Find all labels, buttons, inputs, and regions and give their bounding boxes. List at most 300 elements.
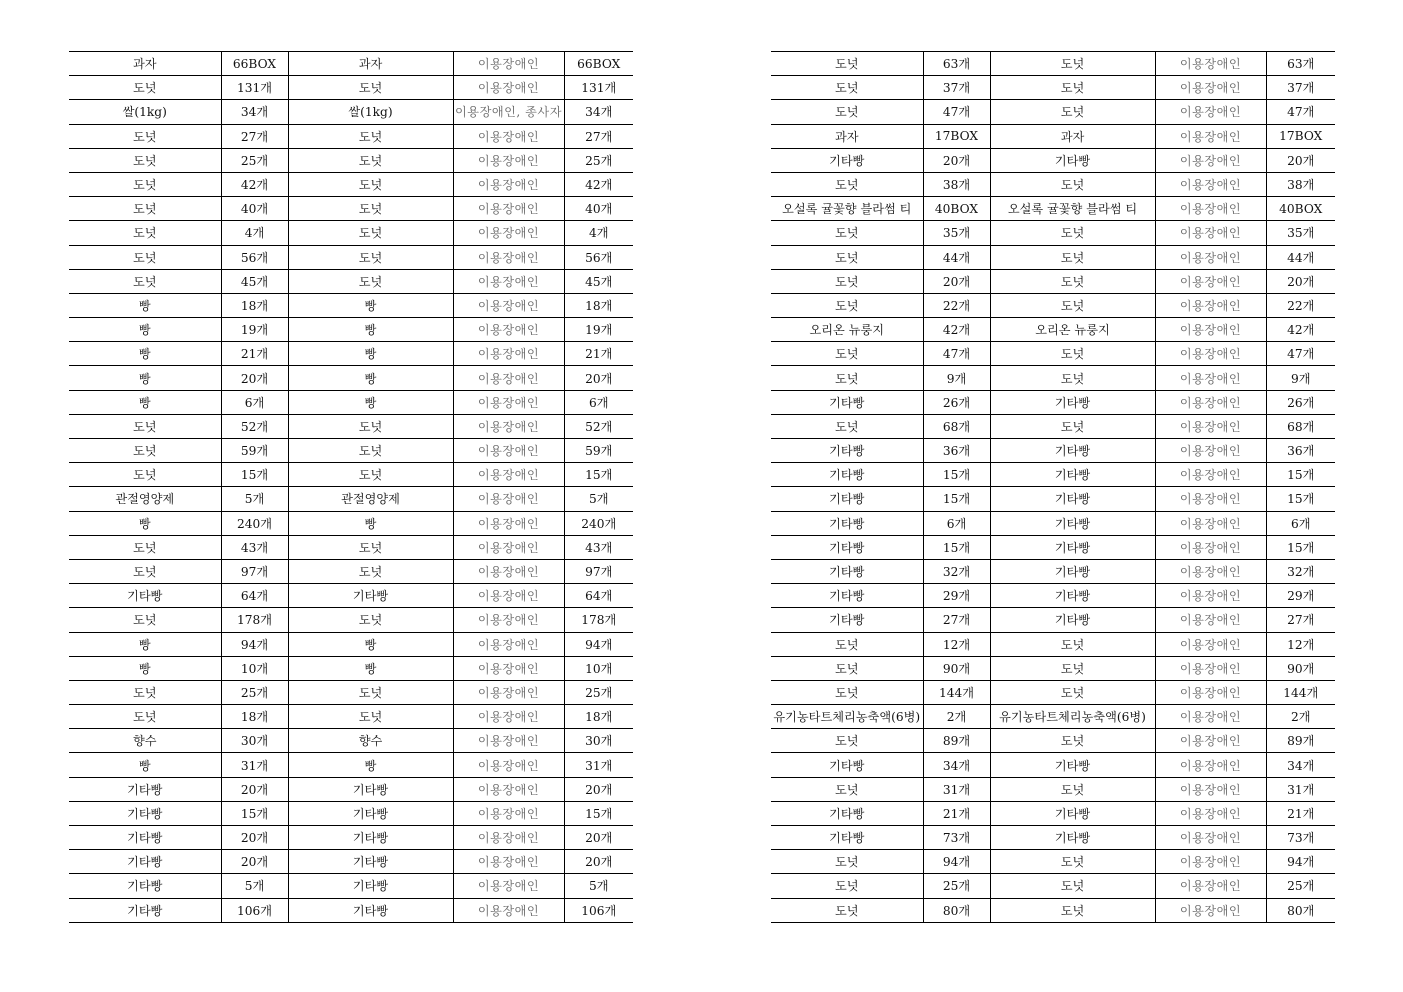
recipient-cell: 이용장애인 (1155, 584, 1266, 608)
table-row (69, 269, 633, 293)
distributed-quantity-cell: 90개 (1266, 656, 1335, 680)
received-quantity-cell: 31개 (221, 753, 288, 777)
recipient-cell: 이용장애인 (1155, 559, 1266, 583)
distributed-item-cell: 기타빵 (990, 559, 1155, 583)
received-quantity-cell: 106개 (221, 898, 288, 922)
table-row (771, 197, 1335, 221)
table-row (69, 680, 633, 704)
received-quantity-cell: 44개 (923, 245, 990, 269)
distributed-item-cell: 오설록 귤꽃향 블라썸 티 (990, 197, 1155, 221)
received-item-cell: 도넛 (69, 269, 221, 293)
received-quantity-cell: 34개 (221, 100, 288, 124)
distributed-quantity-cell: 21개 (564, 342, 633, 366)
distributed-quantity-cell: 29개 (1266, 584, 1335, 608)
recipient-cell: 이용장애인 (453, 826, 564, 850)
distributed-quantity-cell: 37개 (1266, 76, 1335, 100)
received-quantity-cell: 45개 (221, 269, 288, 293)
received-quantity-cell: 15개 (923, 487, 990, 511)
distributed-item-cell: 도넛 (990, 293, 1155, 317)
received-item-cell: 도넛 (771, 414, 923, 438)
recipient-cell: 이용장애인, 종사자 (453, 100, 564, 124)
received-item-cell: 기타빵 (771, 439, 923, 463)
table-row (69, 535, 633, 559)
distributed-quantity-cell: 20개 (564, 826, 633, 850)
received-quantity-cell: 6개 (923, 511, 990, 535)
received-quantity-cell: 25개 (221, 148, 288, 172)
distributed-item-cell: 기타빵 (990, 439, 1155, 463)
table-row (771, 269, 1335, 293)
received-item-cell: 쌀(1kg) (69, 100, 221, 124)
table-row (69, 318, 633, 342)
table-row (771, 463, 1335, 487)
distributed-quantity-cell: 15개 (1266, 487, 1335, 511)
received-item-cell: 기타빵 (771, 608, 923, 632)
received-quantity-cell: 20개 (923, 148, 990, 172)
recipient-cell: 이용장애인 (453, 245, 564, 269)
received-item-cell: 도넛 (69, 76, 221, 100)
received-item-cell: 빵 (69, 656, 221, 680)
recipient-cell: 이용장애인 (453, 439, 564, 463)
distributed-quantity-cell: 15개 (1266, 463, 1335, 487)
recipient-cell: 이용장애인 (453, 390, 564, 414)
distributed-quantity-cell: 10개 (564, 656, 633, 680)
received-item-cell: 도넛 (771, 874, 923, 898)
distributed-item-cell: 과자 (288, 52, 453, 76)
distributed-quantity-cell: 31개 (564, 753, 633, 777)
received-item-cell: 도넛 (69, 608, 221, 632)
distributed-quantity-cell: 21개 (1266, 801, 1335, 825)
received-item-cell: 도넛 (771, 245, 923, 269)
recipient-cell: 이용장애인 (453, 221, 564, 245)
distributed-item-cell: 기타빵 (288, 777, 453, 801)
recipient-cell: 이용장애인 (1155, 753, 1266, 777)
table-row (69, 487, 633, 511)
distributed-item-cell: 도넛 (990, 777, 1155, 801)
distributed-quantity-cell: 59개 (564, 439, 633, 463)
recipient-cell: 이용장애인 (1155, 148, 1266, 172)
received-item-cell: 기타빵 (771, 148, 923, 172)
recipient-cell: 이용장애인 (453, 366, 564, 390)
distributed-item-cell: 도넛 (288, 124, 453, 148)
received-quantity-cell: 40개 (221, 197, 288, 221)
distributed-quantity-cell: 32개 (1266, 559, 1335, 583)
table-row (69, 729, 633, 753)
recipient-cell: 이용장애인 (453, 680, 564, 704)
table-row (771, 124, 1335, 148)
received-quantity-cell: 19개 (221, 318, 288, 342)
received-item-cell: 빵 (69, 366, 221, 390)
received-quantity-cell: 52개 (221, 414, 288, 438)
received-item-cell: 빵 (69, 753, 221, 777)
distributed-item-cell: 도넛 (288, 414, 453, 438)
distributed-quantity-cell: 30개 (564, 729, 633, 753)
recipient-cell: 이용장애인 (453, 874, 564, 898)
received-quantity-cell: 94개 (221, 632, 288, 656)
received-item-cell: 도넛 (771, 729, 923, 753)
recipient-cell: 이용장애인 (1155, 172, 1266, 196)
distributed-item-cell: 도넛 (990, 366, 1155, 390)
distributed-quantity-cell: 5개 (564, 874, 633, 898)
recipient-cell: 이용장애인 (453, 487, 564, 511)
received-item-cell: 도넛 (771, 366, 923, 390)
recipient-cell: 이용장애인 (1155, 801, 1266, 825)
recipient-cell: 이용장애인 (453, 777, 564, 801)
distributed-item-cell: 도넛 (288, 245, 453, 269)
received-item-cell: 기타빵 (69, 826, 221, 850)
recipient-cell: 이용장애인 (1155, 511, 1266, 535)
table-row (69, 124, 633, 148)
distributed-quantity-cell: 47개 (1266, 100, 1335, 124)
recipient-cell: 이용장애인 (1155, 269, 1266, 293)
recipient-cell: 이용장애인 (453, 729, 564, 753)
recipient-cell: 이용장애인 (453, 753, 564, 777)
recipient-cell: 이용장애인 (453, 76, 564, 100)
recipient-cell: 이용장애인 (1155, 656, 1266, 680)
distributed-quantity-cell: 43개 (564, 535, 633, 559)
recipient-cell: 이용장애인 (1155, 826, 1266, 850)
received-item-cell: 기타빵 (771, 390, 923, 414)
distributed-item-cell: 기타빵 (288, 801, 453, 825)
received-item-cell: 도넛 (69, 172, 221, 196)
table-row (771, 559, 1335, 583)
distributed-quantity-cell: 20개 (1266, 148, 1335, 172)
received-item-cell: 도넛 (69, 680, 221, 704)
table-row (771, 439, 1335, 463)
received-quantity-cell: 34개 (923, 753, 990, 777)
distributed-item-cell: 기타빵 (990, 535, 1155, 559)
distributed-item-cell: 도넛 (288, 463, 453, 487)
distributed-quantity-cell: 15개 (564, 463, 633, 487)
table-row (771, 100, 1335, 124)
distributed-item-cell: 도넛 (288, 76, 453, 100)
distributed-quantity-cell: 63개 (1266, 52, 1335, 76)
table-row (771, 656, 1335, 680)
table-row (69, 559, 633, 583)
recipient-cell: 이용장애인 (1155, 342, 1266, 366)
received-quantity-cell: 56개 (221, 245, 288, 269)
table-row (69, 414, 633, 438)
distributed-item-cell: 기타빵 (990, 584, 1155, 608)
donation-table-left-body (69, 52, 633, 923)
recipient-cell: 이용장애인 (453, 293, 564, 317)
received-item-cell: 기타빵 (69, 584, 221, 608)
recipient-cell: 이용장애인 (1155, 76, 1266, 100)
table-row (69, 293, 633, 317)
recipient-cell: 이용장애인 (1155, 439, 1266, 463)
distributed-quantity-cell: 27개 (564, 124, 633, 148)
distributed-item-cell: 도넛 (990, 100, 1155, 124)
table-row (69, 801, 633, 825)
received-quantity-cell: 15개 (221, 463, 288, 487)
recipient-cell: 이용장애인 (453, 172, 564, 196)
distributed-item-cell: 기타빵 (990, 463, 1155, 487)
received-item-cell: 빵 (69, 390, 221, 414)
received-item-cell: 빵 (69, 318, 221, 342)
received-item-cell: 도넛 (69, 705, 221, 729)
table-row (771, 898, 1335, 922)
table-row (771, 221, 1335, 245)
table-row (69, 608, 633, 632)
distributed-item-cell: 기타빵 (990, 390, 1155, 414)
recipient-cell: 이용장애인 (1155, 874, 1266, 898)
distributed-quantity-cell: 4개 (564, 221, 633, 245)
distributed-quantity-cell: 18개 (564, 705, 633, 729)
distributed-quantity-cell: 15개 (1266, 535, 1335, 559)
distributed-item-cell: 빵 (288, 390, 453, 414)
received-item-cell: 도넛 (69, 124, 221, 148)
distributed-quantity-cell: 94개 (1266, 850, 1335, 874)
received-item-cell: 도넛 (771, 221, 923, 245)
distributed-quantity-cell: 15개 (564, 801, 633, 825)
received-quantity-cell: 21개 (221, 342, 288, 366)
table-row (69, 76, 633, 100)
distributed-quantity-cell: 19개 (564, 318, 633, 342)
received-item-cell: 도넛 (69, 148, 221, 172)
distributed-item-cell: 도넛 (288, 535, 453, 559)
distributed-item-cell: 도넛 (288, 439, 453, 463)
received-quantity-cell: 15개 (923, 535, 990, 559)
table-row (771, 753, 1335, 777)
table-row (69, 52, 633, 76)
received-item-cell: 기타빵 (69, 801, 221, 825)
distributed-quantity-cell: 42개 (1266, 318, 1335, 342)
recipient-cell: 이용장애인 (453, 632, 564, 656)
table-row (771, 680, 1335, 704)
received-quantity-cell: 2개 (923, 705, 990, 729)
received-item-cell: 빵 (69, 511, 221, 535)
table-row (69, 705, 633, 729)
distributed-quantity-cell: 44개 (1266, 245, 1335, 269)
received-item-cell: 도넛 (771, 100, 923, 124)
recipient-cell: 이용장애인 (453, 148, 564, 172)
distributed-item-cell: 도넛 (288, 705, 453, 729)
received-quantity-cell: 17BOX (923, 124, 990, 148)
recipient-cell: 이용장애인 (1155, 777, 1266, 801)
table-row (771, 608, 1335, 632)
distributed-quantity-cell: 20개 (564, 777, 633, 801)
received-item-cell: 오설록 귤꽃향 블라썸 티 (771, 197, 923, 221)
recipient-cell: 이용장애인 (1155, 898, 1266, 922)
distributed-quantity-cell: 36개 (1266, 439, 1335, 463)
received-quantity-cell: 131개 (221, 76, 288, 100)
received-quantity-cell: 240개 (221, 511, 288, 535)
received-quantity-cell: 27개 (221, 124, 288, 148)
table-row (69, 197, 633, 221)
distributed-item-cell: 도넛 (990, 221, 1155, 245)
distributed-quantity-cell: 178개 (564, 608, 633, 632)
table-row (771, 172, 1335, 196)
received-item-cell: 도넛 (771, 656, 923, 680)
received-quantity-cell: 10개 (221, 656, 288, 680)
recipient-cell: 이용장애인 (453, 898, 564, 922)
recipient-cell: 이용장애인 (453, 318, 564, 342)
distributed-quantity-cell: 131개 (564, 76, 633, 100)
received-item-cell: 도넛 (69, 197, 221, 221)
received-item-cell: 기타빵 (771, 535, 923, 559)
distributed-item-cell: 기타빵 (288, 584, 453, 608)
distributed-item-cell: 빵 (288, 366, 453, 390)
distributed-quantity-cell: 20개 (1266, 269, 1335, 293)
received-item-cell: 도넛 (771, 342, 923, 366)
received-item-cell: 도넛 (771, 632, 923, 656)
distributed-item-cell: 빵 (288, 656, 453, 680)
distributed-quantity-cell: 34개 (564, 100, 633, 124)
received-item-cell: 도넛 (69, 245, 221, 269)
received-quantity-cell: 73개 (923, 826, 990, 850)
recipient-cell: 이용장애인 (453, 559, 564, 583)
distributed-quantity-cell: 47개 (1266, 342, 1335, 366)
received-item-cell: 기타빵 (771, 801, 923, 825)
received-quantity-cell: 64개 (221, 584, 288, 608)
received-quantity-cell: 37개 (923, 76, 990, 100)
distributed-item-cell: 도넛 (990, 76, 1155, 100)
received-quantity-cell: 47개 (923, 100, 990, 124)
received-quantity-cell: 59개 (221, 439, 288, 463)
recipient-cell: 이용장애인 (1155, 100, 1266, 124)
table-row (69, 245, 633, 269)
received-quantity-cell: 26개 (923, 390, 990, 414)
recipient-cell: 이용장애인 (453, 124, 564, 148)
recipient-cell: 이용장애인 (1155, 680, 1266, 704)
received-quantity-cell: 25개 (923, 874, 990, 898)
recipient-cell: 이용장애인 (1155, 318, 1266, 342)
distributed-quantity-cell: 6개 (564, 390, 633, 414)
received-item-cell: 도넛 (69, 221, 221, 245)
table-row (69, 342, 633, 366)
recipient-cell: 이용장애인 (453, 342, 564, 366)
distributed-quantity-cell: 45개 (564, 269, 633, 293)
received-quantity-cell: 80개 (923, 898, 990, 922)
table-row (771, 632, 1335, 656)
distributed-quantity-cell: 26개 (1266, 390, 1335, 414)
received-quantity-cell: 5개 (221, 487, 288, 511)
received-item-cell: 도넛 (771, 850, 923, 874)
table-row (771, 318, 1335, 342)
distributed-item-cell: 기타빵 (990, 608, 1155, 632)
received-item-cell: 기타빵 (771, 463, 923, 487)
distributed-item-cell: 빵 (288, 753, 453, 777)
received-quantity-cell: 178개 (221, 608, 288, 632)
received-quantity-cell: 30개 (221, 729, 288, 753)
received-item-cell: 도넛 (771, 898, 923, 922)
table-row (771, 487, 1335, 511)
donation-table-left (69, 51, 633, 923)
table-row (771, 342, 1335, 366)
received-item-cell: 빵 (69, 342, 221, 366)
received-item-cell: 기타빵 (69, 850, 221, 874)
received-item-cell: 기타빵 (69, 874, 221, 898)
recipient-cell: 이용장애인 (453, 705, 564, 729)
distributed-item-cell: 도넛 (288, 148, 453, 172)
received-quantity-cell: 38개 (923, 172, 990, 196)
distributed-quantity-cell: 42개 (564, 172, 633, 196)
donation-table-right (771, 51, 1335, 923)
received-item-cell: 기타빵 (771, 826, 923, 850)
table-row (69, 874, 633, 898)
received-quantity-cell: 5개 (221, 874, 288, 898)
recipient-cell: 이용장애인 (1155, 487, 1266, 511)
distributed-item-cell: 도넛 (288, 221, 453, 245)
recipient-cell: 이용장애인 (1155, 245, 1266, 269)
distributed-item-cell: 빵 (288, 318, 453, 342)
table-row (771, 850, 1335, 874)
table-row (771, 414, 1335, 438)
received-item-cell: 기타빵 (771, 511, 923, 535)
received-item-cell: 도넛 (69, 559, 221, 583)
distributed-item-cell: 과자 (990, 124, 1155, 148)
donation-table-right-body (771, 52, 1335, 923)
recipient-cell: 이용장애인 (1155, 850, 1266, 874)
recipient-cell: 이용장애인 (1155, 414, 1266, 438)
received-item-cell: 도넛 (771, 52, 923, 76)
distributed-item-cell: 기타빵 (990, 148, 1155, 172)
recipient-cell: 이용장애인 (453, 197, 564, 221)
received-item-cell: 도넛 (69, 414, 221, 438)
distributed-item-cell: 도넛 (990, 414, 1155, 438)
distributed-item-cell: 향수 (288, 729, 453, 753)
recipient-cell: 이용장애인 (1155, 608, 1266, 632)
received-quantity-cell: 20개 (221, 777, 288, 801)
received-item-cell: 과자 (771, 124, 923, 148)
recipient-cell: 이용장애인 (1155, 632, 1266, 656)
distributed-quantity-cell: 64개 (564, 584, 633, 608)
distributed-item-cell: 도넛 (288, 680, 453, 704)
distributed-item-cell: 기타빵 (288, 874, 453, 898)
received-quantity-cell: 32개 (923, 559, 990, 583)
recipient-cell: 이용장애인 (1155, 463, 1266, 487)
received-quantity-cell: 20개 (221, 366, 288, 390)
received-quantity-cell: 15개 (221, 801, 288, 825)
distributed-item-cell: 빵 (288, 511, 453, 535)
received-quantity-cell: 4개 (221, 221, 288, 245)
distributed-quantity-cell: 68개 (1266, 414, 1335, 438)
distributed-quantity-cell: 31개 (1266, 777, 1335, 801)
received-item-cell: 도넛 (771, 76, 923, 100)
distributed-quantity-cell: 35개 (1266, 221, 1335, 245)
received-item-cell: 과자 (69, 52, 221, 76)
recipient-cell: 이용장애인 (453, 584, 564, 608)
received-item-cell: 기타빵 (771, 753, 923, 777)
table-row (771, 148, 1335, 172)
table-row (771, 705, 1335, 729)
table-row (69, 439, 633, 463)
distributed-item-cell: 도넛 (288, 172, 453, 196)
recipient-cell: 이용장애인 (1155, 366, 1266, 390)
distributed-item-cell: 도넛 (288, 608, 453, 632)
distributed-item-cell: 기타빵 (990, 826, 1155, 850)
received-quantity-cell: 94개 (923, 850, 990, 874)
distributed-item-cell: 유기농타트체리농축액(6병) (990, 705, 1155, 729)
table-row (771, 535, 1335, 559)
table-row (69, 100, 633, 124)
table-row (69, 221, 633, 245)
received-item-cell: 도넛 (69, 439, 221, 463)
distributed-item-cell: 도넛 (288, 197, 453, 221)
table-row (69, 172, 633, 196)
recipient-cell: 이용장애인 (453, 850, 564, 874)
table-row (69, 632, 633, 656)
received-quantity-cell: 42개 (923, 318, 990, 342)
received-item-cell: 도넛 (771, 293, 923, 317)
table-row (771, 293, 1335, 317)
distributed-quantity-cell: 73개 (1266, 826, 1335, 850)
table-row (69, 511, 633, 535)
received-quantity-cell: 68개 (923, 414, 990, 438)
distributed-quantity-cell: 66BOX (564, 52, 633, 76)
table-row (771, 366, 1335, 390)
distributed-item-cell: 빵 (288, 293, 453, 317)
recipient-cell: 이용장애인 (1155, 535, 1266, 559)
